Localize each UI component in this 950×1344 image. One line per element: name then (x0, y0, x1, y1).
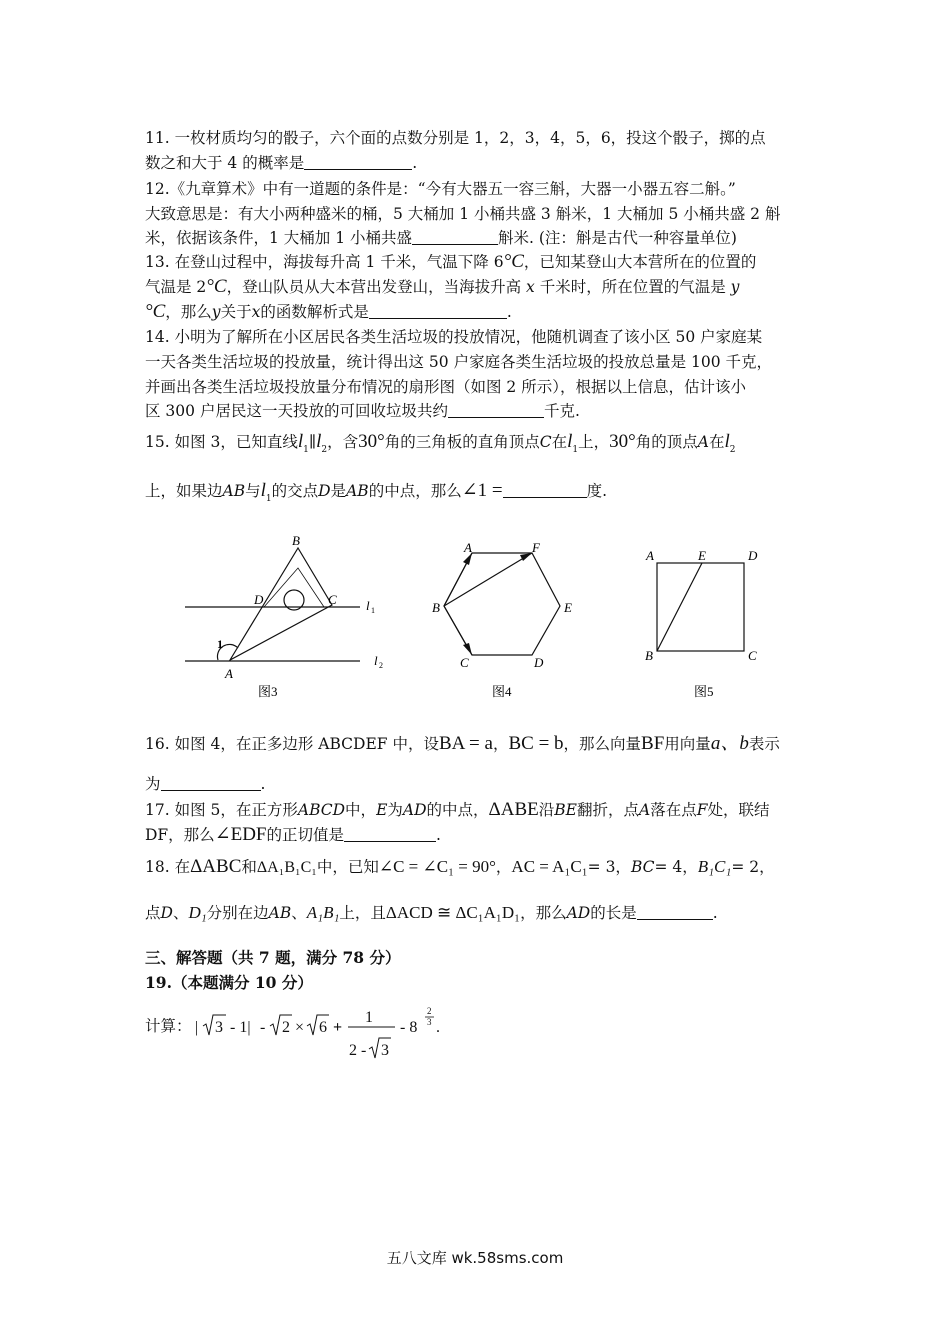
fig4-vector-BF (444, 553, 532, 606)
q16-line2: 为 . (145, 775, 266, 793)
q12-line3: 米，依据该条件，1 大桶加 1 小桶共盛 斛米. (注：斛是古代一种容量单位) (145, 229, 737, 247)
section3-heading: 三、解答题（共 7 题，满分 78 分） (145, 948, 401, 967)
fig3-label-D: D (254, 592, 264, 607)
fig5-line-BE (657, 563, 702, 651)
svg-text:×: × (295, 1019, 305, 1036)
q19-label: 计算： (145, 1017, 192, 1035)
q19-title: 19.（本题满分 10 分） (145, 973, 313, 992)
fig5-label-C: C (748, 648, 757, 663)
q13-line1: 13. 在登山过程中，海拔每升高 1 千米，气温下降 6°C，已知某登山大本营所在的位置的 (145, 251, 757, 272)
svg-text:2: 2 (427, 1006, 432, 1016)
fig4-label-E: E (564, 600, 572, 615)
fig5-square (657, 563, 744, 651)
q12-line1: 12.《九章算术》中有一道题的条件是：“今有大器五一容三斛，大器一小器五容二斛。” (145, 180, 736, 198)
q13-line3: °C，那么y关于x的函数解析式是 . (145, 301, 512, 322)
fig4-label-B: B (432, 600, 440, 615)
fig3-label-l2: l (374, 653, 378, 668)
svg-text:2 -: 2 - (349, 1042, 367, 1059)
svg-text:1: 1 (365, 1009, 373, 1026)
q19-expression (193, 1003, 453, 1063)
q14-line2: 一天各类生活垃圾的投放量，统计得出这 50 户家庭各类生活垃圾的投放总量是 100 千克， (145, 353, 773, 371)
q11-line2: 数之和大于 4 的概率是 . (145, 154, 418, 172)
svg-text:.: . (436, 1019, 440, 1036)
svg-text:- 1|: - 1| (230, 1019, 251, 1036)
svg-text:+: + (333, 1019, 343, 1036)
q18-line2: 点D、D₁分别在边AB、A₁B₁上，且ΔACD ≅ ΔC₁A₁D₁，那么AD的长是 . (145, 903, 718, 922)
q18-answer-blank[interactable] (637, 903, 713, 920)
q13-line2: 气温是 2°C，登山队员从大本营出发登山，当海拔升高 x 千米时，所在位置的气温是 y (145, 276, 740, 297)
svg-text:|: | (195, 1019, 199, 1036)
fig5-label-E: E (698, 548, 706, 563)
q14-line4: 区 300 户居民这一天投放的可回收垃圾共约 千克. (145, 402, 580, 420)
q17-line2: DF，那么∠EDF的正切值是 . (145, 824, 441, 845)
q14-answer-blank[interactable] (448, 401, 544, 418)
figure-4 (444, 553, 560, 655)
q17-answer-blank[interactable] (344, 825, 436, 842)
q16-line1: 16. 如图 4，在正多边形 ABCDEF 中，设BA = a，BC = b，那么向量BF用向量a、b表示 (145, 733, 780, 754)
q18-line1: 18. 在ΔABC和ΔA₁B₁C₁中，已知∠C = ∠C₁ = 90°，AC = A₁C₁= 3，BC= 4，B₁C₁= 2， (145, 856, 775, 877)
fig4-arrow-C (463, 643, 472, 655)
q17-line1: 17. 如图 5，在正方形ABCD中，E为AD的中点，ΔABE沿BE翻折，点A落在点F处，联结 (145, 799, 770, 820)
fig3-label-B: B (292, 533, 300, 548)
fig3-label-l1-sub: 1 (371, 606, 375, 615)
svg-text:3: 3 (215, 1019, 223, 1036)
q11-line1: 11. 一枚材质均匀的骰子，六个面的点数分别是 1，2，3，4，5，6，投这个骰子，掷的点 (145, 129, 766, 147)
svg-text:3: 3 (427, 1017, 432, 1027)
fig3-label-l2-sub: 2 (379, 661, 383, 670)
q14-line3: 并画出各类生活垃圾投放量分布情况的扇形图（如图 2 所示），根据以上信息，估计该小 (145, 378, 746, 396)
fig3-label-C: C (328, 592, 337, 607)
fig3-triangle-outer (230, 548, 332, 660)
fig4-label-C: C (460, 655, 469, 670)
svg-text:6: 6 (319, 1019, 327, 1036)
fig4-label-A: A (464, 540, 472, 555)
fig4-label-F: F (532, 540, 540, 555)
figures-row (180, 530, 780, 705)
fig4-label-D: D (534, 655, 544, 670)
fig5-label-A: A (646, 548, 654, 563)
fig3-label-A: A (225, 666, 233, 681)
fig4-hexagon (444, 553, 560, 655)
q11-answer-blank[interactable] (304, 153, 412, 170)
fig5-label-B: B (645, 648, 653, 663)
q15-line1: 15. 如图 3，已知直线$l_1\parallel l_2$，含30°角的三角板的直角顶点C在$l_1$上，30°角的顶点A在$l_2$ (145, 431, 736, 455)
fig5-caption: 图5 (694, 684, 714, 699)
fig3-label-l1: l (366, 598, 370, 613)
q16-answer-blank[interactable] (161, 774, 261, 791)
fig5-label-D: D (748, 548, 758, 563)
svg-text:-: - (260, 1019, 266, 1036)
fig3-label-angle: 1 (217, 637, 223, 651)
q15-line2: 上，如果边AB与$l_1$的交点D是AB的中点，那么∠1 = 度. (145, 480, 608, 504)
q12-line2: 大致意思是：有大小两种盛米的桶，5 大桶加 1 小桶共盛 3 斛米，1 大桶加 5 小桶共盛 2 斛 (145, 205, 781, 223)
svg-text:3: 3 (381, 1042, 389, 1059)
svg-text:- 8: - 8 (400, 1019, 418, 1036)
fig4-caption: 图4 (492, 684, 512, 699)
svg-text:2: 2 (282, 1019, 290, 1036)
q13-answer-blank[interactable] (369, 302, 507, 319)
q15-answer-blank[interactable] (503, 481, 587, 498)
fig3-triangle-inner (264, 568, 324, 607)
figure-5 (657, 563, 744, 651)
q14-line1: 14. 小明为了解所在小区居民各类生活垃圾的投放情况，他随机调查了该小区 50 户家庭某 (145, 328, 763, 346)
fig3-caption: 图3 (258, 684, 278, 699)
footer-watermark: 五八文库 wk.58sms.com (386, 1249, 564, 1267)
q12-answer-blank[interactable] (412, 228, 498, 245)
